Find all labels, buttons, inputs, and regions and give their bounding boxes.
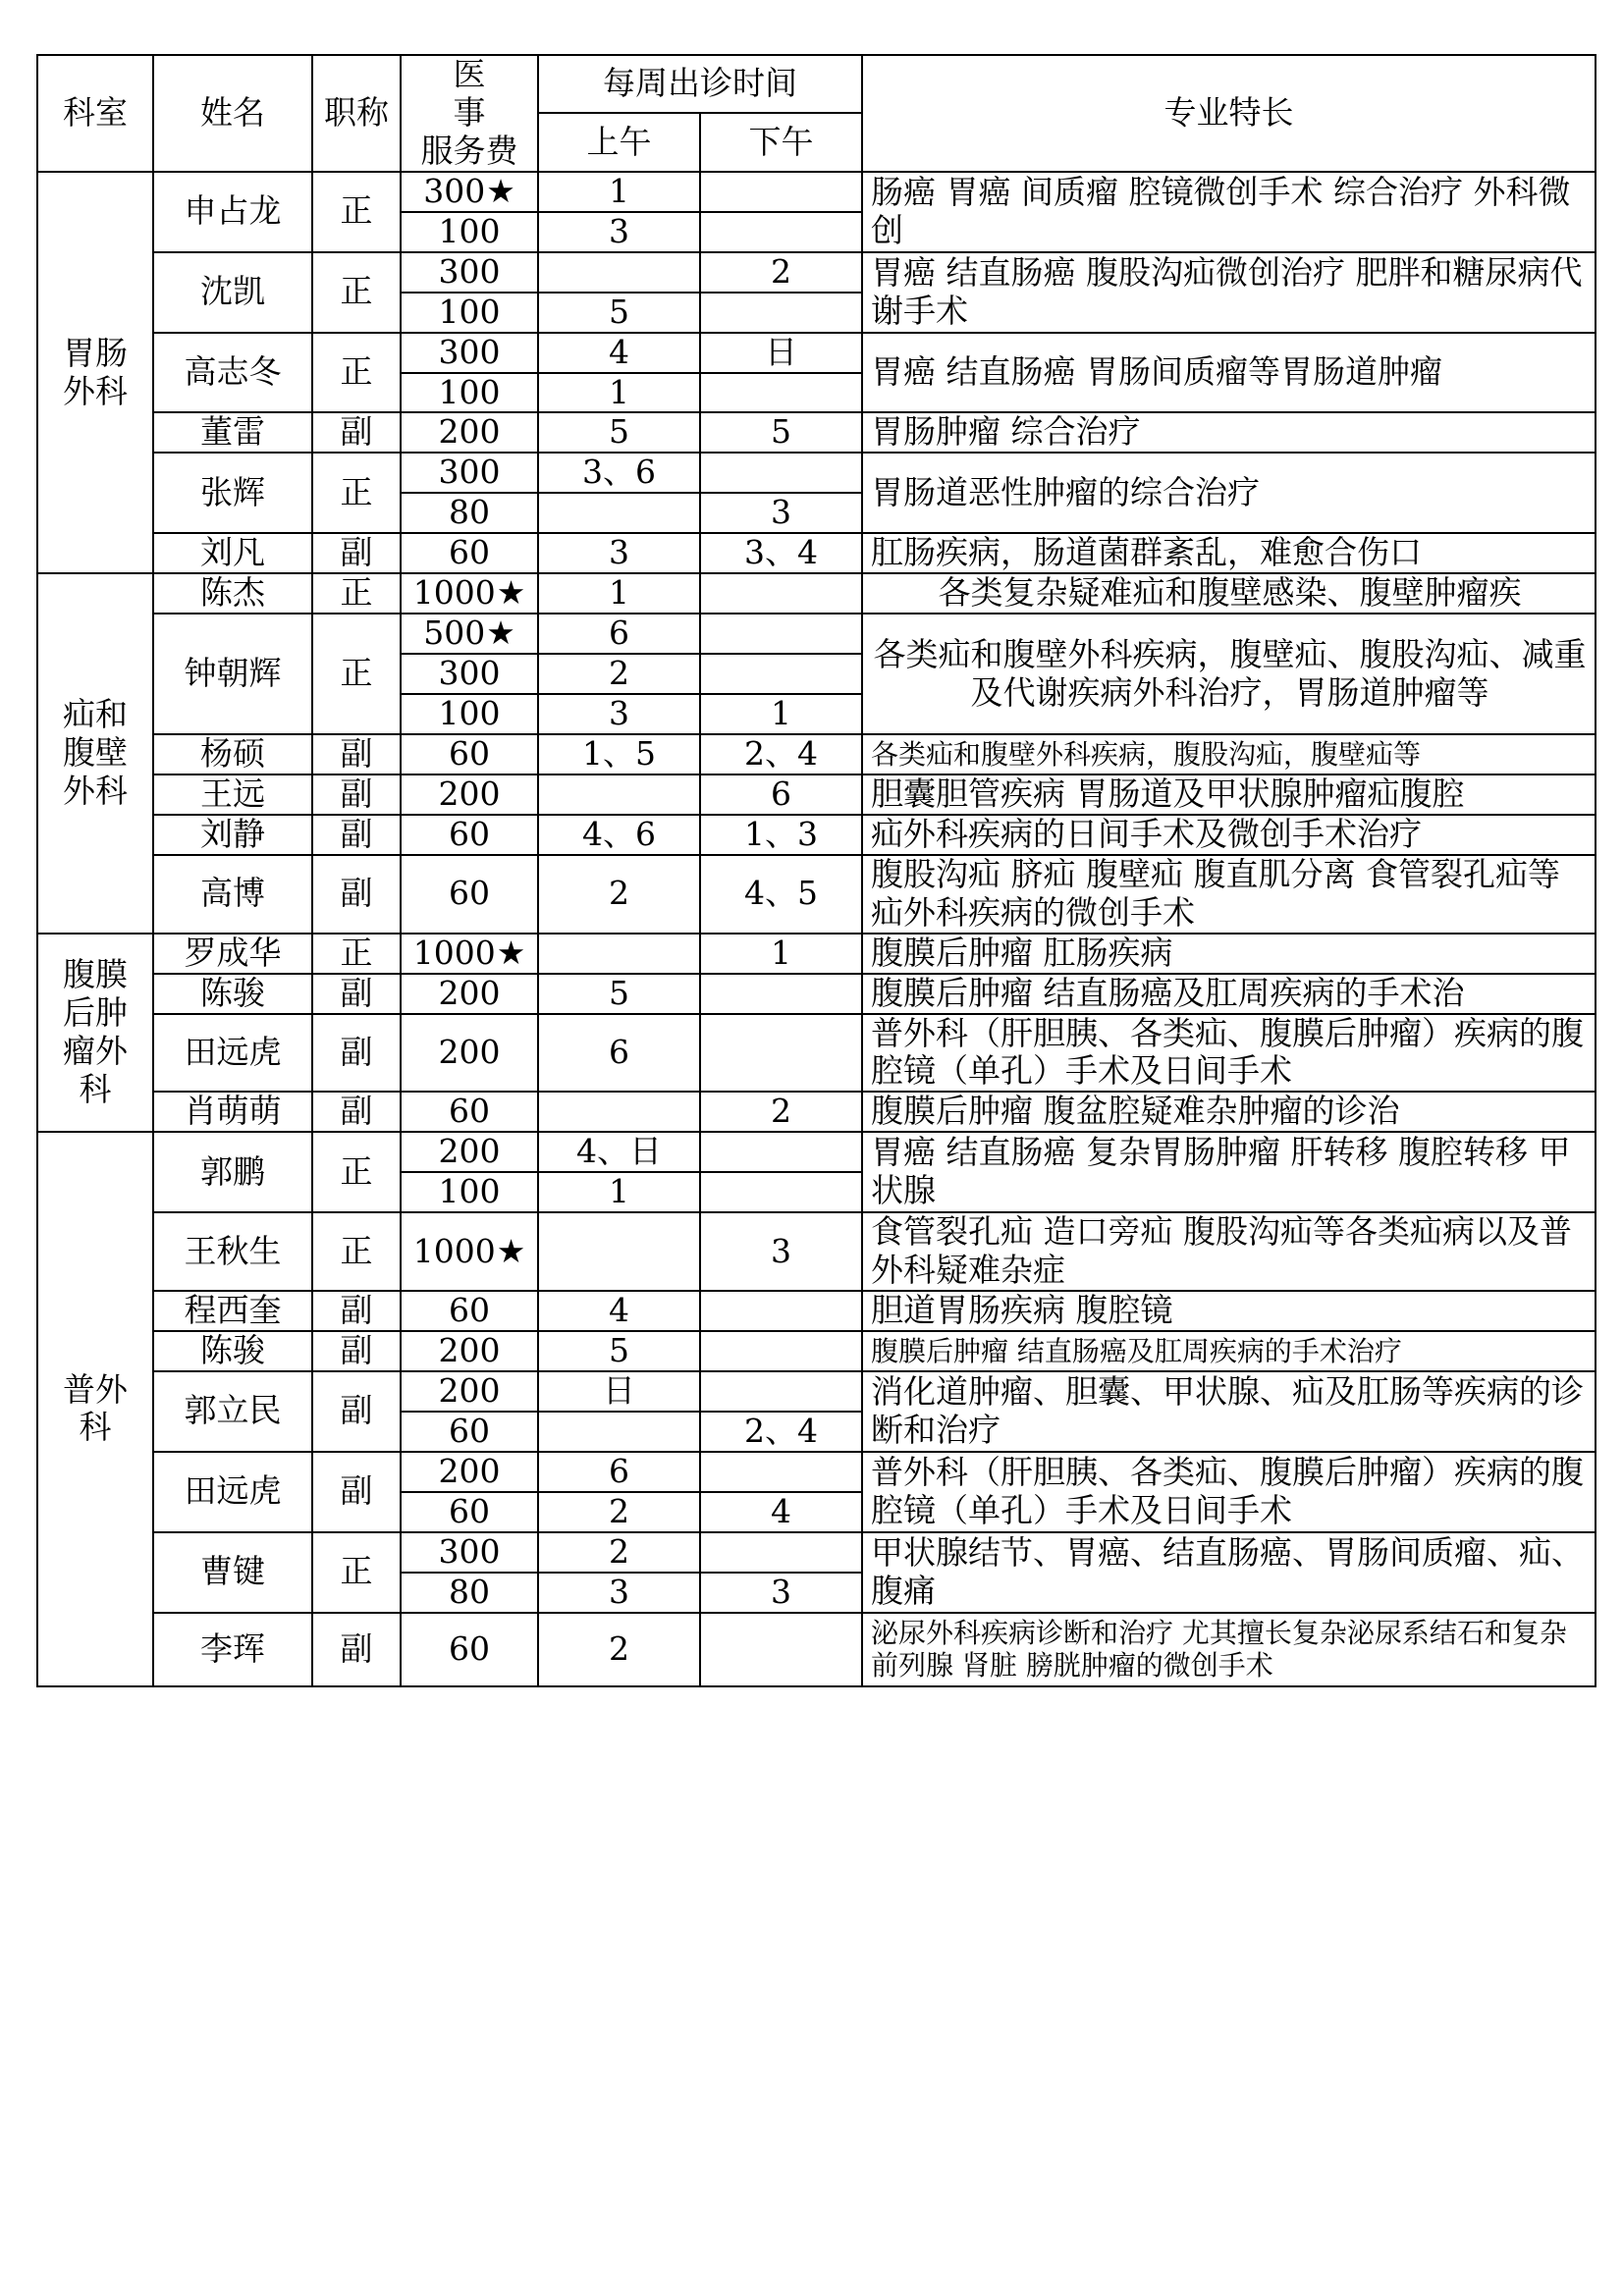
morning-cell: 1、5 xyxy=(538,734,700,774)
doctor-title: 副 xyxy=(312,1371,401,1452)
star-icon: ★ xyxy=(496,1231,526,1270)
fee-cell xyxy=(401,1371,538,1412)
department-cell xyxy=(37,934,153,1133)
doctor-name: 刘静 xyxy=(153,815,312,855)
fee-cell xyxy=(401,1532,538,1573)
fee-value: 60 xyxy=(449,1629,490,1668)
afternoon-cell xyxy=(700,573,862,614)
specialty-cell: 胆道胃肠疾病 腹腔镜 xyxy=(862,1291,1596,1331)
morning-cell xyxy=(538,774,700,815)
morning-cell xyxy=(538,1412,700,1452)
morning-cell: 3 xyxy=(538,694,700,734)
morning-cell: 1 xyxy=(538,573,700,614)
fee-cell xyxy=(401,1331,538,1371)
table-row xyxy=(37,1371,1596,1412)
fee-cell xyxy=(401,1613,538,1686)
fee-cell xyxy=(401,734,538,774)
doctor-name: 杨硕 xyxy=(153,734,312,774)
fee-value: 60 xyxy=(449,1411,490,1450)
fee-cell xyxy=(401,1132,538,1172)
afternoon-cell xyxy=(700,1014,862,1093)
doctor-name: 田远虎 xyxy=(153,1014,312,1093)
doctor-title: 副 xyxy=(312,533,401,573)
specialty-cell: 胃癌 结直肠癌 复杂胃肠肿瘤 肝转移 腹腔转移 甲状腺 xyxy=(862,1132,1596,1212)
specialty-cell: 胃癌 结直肠癌 胃肠间质瘤等胃肠道肿瘤 xyxy=(862,333,1596,413)
star-icon: ★ xyxy=(486,614,515,653)
header-specialty: 专业特长 xyxy=(862,55,1596,172)
afternoon-cell: 4、5 xyxy=(700,855,862,934)
doctor-name: 陈骏 xyxy=(153,974,312,1014)
header-weekly-schedule: 每周出诊时间 xyxy=(538,55,862,113)
morning-cell: 1 xyxy=(538,172,700,212)
fee-cell xyxy=(401,654,538,694)
afternoon-cell: 1 xyxy=(700,694,862,734)
table-row xyxy=(37,1452,1596,1492)
fee-value: 60 xyxy=(449,1092,490,1131)
morning-cell: 2 xyxy=(538,654,700,694)
morning-cell xyxy=(538,493,700,533)
fee-value: 60 xyxy=(449,874,490,913)
clinic-schedule-table xyxy=(36,54,1596,1687)
fee-value: 200 xyxy=(438,973,501,1012)
department-name-line: 科 xyxy=(79,1408,112,1447)
afternoon-cell xyxy=(700,974,862,1014)
fee-value: 200 xyxy=(438,1451,501,1490)
doctor-title: 正 xyxy=(312,1132,401,1212)
department-name-line: 腹壁 xyxy=(63,732,128,772)
fee-value: 200 xyxy=(438,1032,501,1071)
specialty-cell: 食管裂孔疝 造口旁疝 腹股沟疝等各类疝病以及普外科疑难杂症 xyxy=(862,1212,1596,1291)
fee-value: 1000 xyxy=(412,1231,496,1270)
doctor-title: 正 xyxy=(312,453,401,533)
doctor-title: 正 xyxy=(312,1212,401,1291)
doctor-name: 钟朝辉 xyxy=(153,614,312,734)
table-row xyxy=(37,1212,1596,1291)
specialty-cell: 胆囊胆管疾病 胃肠道及甲状腺肿瘤疝腹腔 xyxy=(862,774,1596,815)
doctor-name: 陈杰 xyxy=(153,573,312,614)
header-fee-line2: 服务费 xyxy=(420,131,518,170)
table-row xyxy=(37,1014,1596,1093)
fee-value: 60 xyxy=(449,1291,490,1330)
afternoon-cell: 3 xyxy=(700,1573,862,1613)
doctor-name: 高志冬 xyxy=(153,333,312,413)
fee-value: 80 xyxy=(449,493,490,532)
doctor-title: 正 xyxy=(312,333,401,413)
afternoon-cell xyxy=(700,1371,862,1412)
doctor-name: 王远 xyxy=(153,774,312,815)
department-cell xyxy=(37,1132,153,1685)
doctor-title: 副 xyxy=(312,1092,401,1132)
specialty-cell: 腹膜后肿瘤 腹盆腔疑难杂肿瘤的诊治 xyxy=(862,1092,1596,1132)
department-cell xyxy=(37,573,153,933)
afternoon-cell xyxy=(700,614,862,654)
fee-value: 300 xyxy=(438,654,501,693)
doctor-name: 曹键 xyxy=(153,1532,312,1613)
morning-cell: 3 xyxy=(538,533,700,573)
fee-value: 60 xyxy=(449,814,490,853)
fee-value: 100 xyxy=(438,1172,501,1211)
fee-value: 100 xyxy=(438,292,501,331)
fee-cell xyxy=(401,453,538,493)
fee-value: 500 xyxy=(423,614,486,653)
table-row xyxy=(37,453,1596,493)
morning-cell: 5 xyxy=(538,293,700,333)
fee-value: 300 xyxy=(423,171,486,210)
doctor-name: 田远虎 xyxy=(153,1452,312,1532)
table-row xyxy=(37,934,1596,974)
doctor-name: 郭立民 xyxy=(153,1371,312,1452)
morning-cell xyxy=(538,934,700,974)
afternoon-cell xyxy=(700,1291,862,1331)
table-row xyxy=(37,412,1596,453)
morning-cell: 4、日 xyxy=(538,1132,700,1172)
fee-cell xyxy=(401,493,538,533)
afternoon-cell xyxy=(700,212,862,252)
table-row xyxy=(37,252,1596,293)
morning-cell: 4 xyxy=(538,1291,700,1331)
afternoon-cell: 5 xyxy=(700,412,862,453)
afternoon-cell: 2、4 xyxy=(700,1412,862,1452)
fee-cell xyxy=(401,252,538,293)
table-row xyxy=(37,1132,1596,1172)
doctor-title: 副 xyxy=(312,1613,401,1686)
afternoon-cell: 2 xyxy=(700,1092,862,1132)
table-row xyxy=(37,1532,1596,1573)
doctor-title: 正 xyxy=(312,1532,401,1613)
morning-cell: 5 xyxy=(538,974,700,1014)
header-department: 科室 xyxy=(37,55,153,172)
doctor-title: 正 xyxy=(312,614,401,734)
afternoon-cell xyxy=(700,453,862,493)
afternoon-cell: 3、4 xyxy=(700,533,862,573)
afternoon-cell xyxy=(700,373,862,413)
fee-cell xyxy=(401,774,538,815)
fee-value: 200 xyxy=(438,1132,501,1171)
afternoon-cell xyxy=(700,1331,862,1371)
specialty-cell: 消化道肿瘤、胆囊、甲状腺、疝及肛肠等疾病的诊断和治疗 xyxy=(862,1371,1596,1452)
morning-cell: 6 xyxy=(538,1452,700,1492)
doctor-title: 正 xyxy=(312,573,401,614)
fee-cell xyxy=(401,412,538,453)
specialty-cell: 胃肠道恶性肿瘤的综合治疗 xyxy=(862,453,1596,533)
afternoon-cell: 1、3 xyxy=(700,815,862,855)
department-name-line: 疝和 xyxy=(63,695,128,733)
specialty-cell: 胃癌 结直肠癌 腹股沟疝微创治疗 肥胖和糖尿病代谢手术 xyxy=(862,252,1596,333)
fee-cell xyxy=(401,1092,538,1132)
doctor-name: 王秋生 xyxy=(153,1212,312,1291)
afternoon-cell xyxy=(700,172,862,212)
fee-value: 100 xyxy=(438,211,501,250)
fee-cell xyxy=(401,373,538,413)
table-row xyxy=(37,573,1596,614)
table-row xyxy=(37,1291,1596,1331)
specialty-cell: 肛肠疾病，肠道菌群紊乱，难愈合伤口 xyxy=(862,533,1596,573)
doctor-title: 副 xyxy=(312,412,401,453)
doctor-name: 肖萌萌 xyxy=(153,1092,312,1132)
fee-cell xyxy=(401,1172,538,1212)
header-fee-line1: 医 事 xyxy=(453,55,508,132)
fee-cell xyxy=(401,855,538,934)
afternoon-cell: 6 xyxy=(700,774,862,815)
fee-value: 1000 xyxy=(412,933,496,972)
table-row xyxy=(37,533,1596,573)
doctor-name: 高博 xyxy=(153,855,312,934)
fee-cell xyxy=(401,573,538,614)
fee-cell xyxy=(401,212,538,252)
doctor-title: 副 xyxy=(312,1452,401,1532)
fee-value: 80 xyxy=(449,1572,490,1611)
specialty-cell: 泌尿外科疾病诊断和治疗 尤其擅长复杂泌尿系结石和复杂前列腺 肾脏 膀胱肿瘤的微创手术 xyxy=(862,1613,1596,1686)
afternoon-cell: 1 xyxy=(700,934,862,974)
fee-value: 300 xyxy=(438,1531,501,1571)
doctor-title: 正 xyxy=(312,252,401,333)
header-fee xyxy=(401,55,538,172)
fee-cell xyxy=(401,1573,538,1613)
afternoon-cell xyxy=(700,1613,862,1686)
specialty-cell: 各类疝和腹壁外科疾病，腹股沟疝，腹壁疝等 xyxy=(862,734,1596,774)
morning-cell: 5 xyxy=(538,412,700,453)
morning-cell: 3 xyxy=(538,1573,700,1613)
morning-cell xyxy=(538,1092,700,1132)
fee-value: 300 xyxy=(438,332,501,371)
afternoon-cell xyxy=(700,1532,862,1573)
specialty-cell: 腹膜后肿瘤 结直肠癌及肛周疾病的手术治疗 xyxy=(862,1331,1596,1371)
department-name-line: 科 xyxy=(79,1069,112,1108)
specialty-cell: 疝外科疾病的日间手术及微创手术治疗 xyxy=(862,815,1596,855)
fee-cell xyxy=(401,614,538,654)
doctor-title: 副 xyxy=(312,774,401,815)
fee-cell xyxy=(401,974,538,1014)
table-row xyxy=(37,1092,1596,1132)
doctor-title: 副 xyxy=(312,1331,401,1371)
morning-cell: 2 xyxy=(538,855,700,934)
doctor-name: 刘凡 xyxy=(153,533,312,573)
doctor-title: 副 xyxy=(312,1014,401,1093)
fee-cell xyxy=(401,1212,538,1291)
afternoon-cell xyxy=(700,1452,862,1492)
morning-cell: 1 xyxy=(538,1172,700,1212)
doctor-title: 正 xyxy=(312,934,401,974)
fee-cell xyxy=(401,333,538,373)
morning-cell: 4、6 xyxy=(538,815,700,855)
doctor-title: 副 xyxy=(312,855,401,934)
doctor-name: 董雷 xyxy=(153,412,312,453)
table-row xyxy=(37,172,1596,212)
fee-value: 200 xyxy=(438,1370,501,1410)
doctor-name: 李珲 xyxy=(153,1613,312,1686)
table-row xyxy=(37,855,1596,934)
fee-value: 100 xyxy=(438,372,501,411)
specialty-cell: 普外科（肝胆胰、各类疝、腹膜后肿瘤）疾病的腹腔镜（单孔）手术及日间手术 xyxy=(862,1452,1596,1532)
fee-cell xyxy=(401,815,538,855)
header-afternoon: 下午 xyxy=(700,113,862,171)
doctor-name: 陈骏 xyxy=(153,1331,312,1371)
specialty-cell: 腹膜后肿瘤 结直肠癌及肛周疾病的手术治 xyxy=(862,974,1596,1014)
fee-cell xyxy=(401,1412,538,1452)
header-title: 职称 xyxy=(312,55,401,172)
doctor-title: 正 xyxy=(312,172,401,252)
department-name-line: 胃肠 xyxy=(63,333,128,372)
fee-cell xyxy=(401,1492,538,1532)
fee-cell xyxy=(401,1014,538,1093)
doctor-title: 副 xyxy=(312,1291,401,1331)
specialty-cell: 腹股沟疝 脐疝 腹壁疝 腹直肌分离 食管裂孔疝等疝外科疾病的微创手术 xyxy=(862,855,1596,934)
doctor-name: 郭鹏 xyxy=(153,1132,312,1212)
morning-cell: 3、6 xyxy=(538,453,700,493)
fee-value: 1000 xyxy=(412,573,496,613)
star-icon: ★ xyxy=(496,933,526,972)
afternoon-cell xyxy=(700,1132,862,1172)
fee-cell xyxy=(401,293,538,333)
doctor-title: 副 xyxy=(312,815,401,855)
table-row xyxy=(37,774,1596,815)
table-row xyxy=(37,333,1596,373)
table-row xyxy=(37,1613,1596,1686)
table-row xyxy=(37,815,1596,855)
fee-value: 300 xyxy=(438,453,501,492)
doctor-title: 副 xyxy=(312,734,401,774)
specialty-cell: 腹膜后肿瘤 肛肠疾病 xyxy=(862,934,1596,974)
fee-cell xyxy=(401,1291,538,1331)
department-name-line: 外科 xyxy=(63,371,128,410)
fee-value: 200 xyxy=(438,1331,501,1369)
morning-cell: 2 xyxy=(538,1532,700,1573)
afternoon-cell: 4 xyxy=(700,1492,862,1532)
morning-cell: 3 xyxy=(538,212,700,252)
fee-value: 100 xyxy=(438,694,501,732)
fee-value: 60 xyxy=(449,533,490,572)
morning-cell xyxy=(538,252,700,293)
fee-cell xyxy=(401,533,538,573)
header-morning: 上午 xyxy=(538,113,700,171)
star-icon: ★ xyxy=(496,573,526,613)
specialty-cell: 肠癌 胃癌 间质瘤 腔镜微创手术 综合治疗 外科微创 xyxy=(862,172,1596,252)
header-name: 姓名 xyxy=(153,55,312,172)
specialty-cell: 普外科（肝胆胰、各类疝、腹膜后肿瘤）疾病的腹腔镜（单孔）手术及日间手术 xyxy=(862,1014,1596,1093)
department-name-line: 瘤外 xyxy=(63,1031,128,1070)
doctor-name: 罗成华 xyxy=(153,934,312,974)
fee-value: 200 xyxy=(438,412,501,452)
doctor-name: 程西奎 xyxy=(153,1291,312,1331)
afternoon-cell: 3 xyxy=(700,493,862,533)
morning-cell: 2 xyxy=(538,1492,700,1532)
morning-cell: 6 xyxy=(538,1014,700,1093)
morning-cell: 1 xyxy=(538,373,700,413)
fee-value: 60 xyxy=(449,1491,490,1530)
afternoon-cell xyxy=(700,654,862,694)
specialty-cell: 胃肠肿瘤 综合治疗 xyxy=(862,412,1596,453)
afternoon-cell: 日 xyxy=(700,333,862,373)
doctor-title: 副 xyxy=(312,974,401,1014)
morning-cell: 日 xyxy=(538,1371,700,1412)
doctor-name: 申占龙 xyxy=(153,172,312,252)
afternoon-cell: 3 xyxy=(700,1212,862,1291)
department-name-line: 腹膜 xyxy=(63,955,128,994)
specialty-cell: 各类疝和腹壁外科疾病，腹壁疝、腹股沟疝、减重及代谢疾病外科治疗，胃肠道肿瘤等 xyxy=(862,614,1596,734)
specialty-cell: 各类复杂疑难疝和腹壁感染、腹壁肿瘤疾 xyxy=(862,573,1596,614)
fee-value: 300 xyxy=(438,251,501,291)
afternoon-cell xyxy=(700,1172,862,1212)
table-row xyxy=(37,734,1596,774)
morning-cell: 6 xyxy=(538,614,700,654)
morning-cell: 2 xyxy=(538,1613,700,1686)
morning-cell xyxy=(538,1212,700,1291)
fee-cell xyxy=(401,172,538,212)
specialty-cell: 甲状腺结节、胃癌、结直肠癌、胃肠间质瘤、疝、腹痛 xyxy=(862,1532,1596,1613)
table-row xyxy=(37,614,1596,654)
table-row xyxy=(37,1331,1596,1371)
fee-cell xyxy=(401,1452,538,1492)
department-name-line: 普外 xyxy=(63,1369,128,1409)
doctor-name: 张辉 xyxy=(153,453,312,533)
morning-cell: 5 xyxy=(538,1331,700,1371)
department-name-line: 外科 xyxy=(63,771,128,810)
fee-value: 200 xyxy=(438,774,501,813)
doctor-name: 沈凯 xyxy=(153,252,312,333)
afternoon-cell: 2、4 xyxy=(700,734,862,774)
morning-cell: 4 xyxy=(538,333,700,373)
department-cell xyxy=(37,172,153,573)
afternoon-cell: 2 xyxy=(700,252,862,293)
fee-cell xyxy=(401,934,538,974)
fee-cell xyxy=(401,694,538,734)
afternoon-cell xyxy=(700,293,862,333)
table-row xyxy=(37,974,1596,1014)
fee-value: 60 xyxy=(449,733,490,773)
star-icon: ★ xyxy=(486,171,515,210)
schedule-body xyxy=(37,172,1596,1686)
department-name-line: 后肿 xyxy=(63,993,128,1033)
